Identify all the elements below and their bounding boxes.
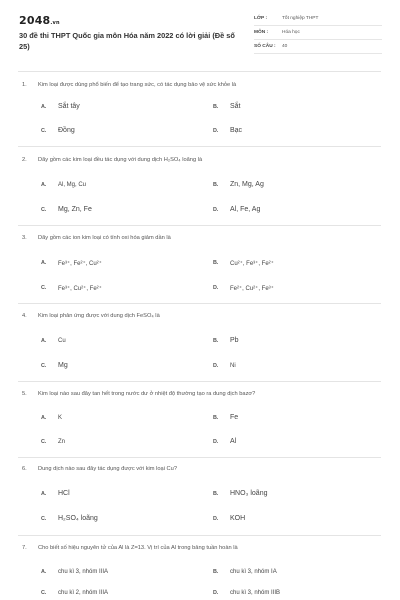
- question-body: Dung dịch nào sau đây tác dụng được với kim loại Cu?: [38, 466, 177, 472]
- document-header: [0, 0, 400, 70]
- option-value: Ni: [230, 363, 236, 369]
- option-letter: D.: [213, 516, 219, 522]
- question-text: [22, 313, 160, 319]
- option-letter: B.: [213, 415, 219, 421]
- option-letter: D.: [213, 439, 219, 445]
- divider: [18, 457, 381, 458]
- question-text: [22, 235, 171, 241]
- option-letter: A.: [41, 260, 47, 266]
- question-text: [22, 157, 202, 163]
- meta-value: 40: [282, 44, 288, 49]
- option-value: H₂SO₄ loãng: [58, 515, 98, 522]
- meta-row-subject: [254, 27, 382, 40]
- option-value: Fe²⁺, Cu²⁺, Fe³⁺: [230, 286, 274, 292]
- option-value: Cu: [58, 338, 66, 344]
- option-letter: A.: [41, 569, 47, 575]
- divider: [18, 381, 381, 382]
- option-letter: D.: [213, 207, 219, 213]
- option-letter: D.: [213, 590, 219, 596]
- meta-label: MÔN :: [254, 30, 269, 35]
- option-value: K: [58, 415, 63, 421]
- question-body: Kim loại phản ứng được với dung dịch FeSO₄ là: [38, 313, 160, 319]
- option-letter: C.: [41, 128, 47, 134]
- option-letter: B.: [213, 260, 219, 266]
- meta-value: Hóa học: [282, 30, 300, 35]
- question-text: [22, 466, 177, 472]
- option-letter: B.: [213, 491, 219, 497]
- question-body: Kim loại được dùng phổ biến để tạo trang sức, có tác dụng bảo vệ sức khỏe là: [38, 82, 237, 88]
- question-body: Dãy gồm các ion kim loại có tính oxi hóa giảm dần là: [38, 235, 171, 241]
- question-number: 2.: [22, 157, 27, 163]
- option-letter: C.: [41, 516, 47, 522]
- option-letter: D.: [213, 128, 219, 134]
- question-number: 5.: [22, 391, 27, 397]
- option-value: Bạc: [230, 127, 243, 134]
- option-letter: A.: [41, 415, 47, 421]
- option-letter: C.: [41, 590, 47, 596]
- question-body: Dãy gồm các kim loại đều tác dụng với dung dịch H₂SO₄ loãng là: [38, 157, 203, 163]
- option-letter: A.: [41, 182, 47, 188]
- meta-value: Tốt nghiệp THPT: [282, 16, 319, 21]
- option-value: HCl: [58, 490, 70, 497]
- question-text: [22, 391, 255, 397]
- option-letter: C.: [41, 439, 47, 445]
- divider: [18, 535, 381, 536]
- meta-row-count: [254, 41, 382, 54]
- question-number: 3.: [22, 235, 27, 241]
- option-letter: D.: [213, 363, 219, 369]
- option-value: Pb: [230, 337, 239, 344]
- page-title: 30 đề thi THPT Quốc gia môn Hóa năm 2022 có lời giải (Đề số 25): [19, 31, 235, 51]
- option-value: Sắt: [230, 103, 241, 110]
- logo-suffix: .vn: [50, 20, 60, 26]
- option-value: Đồng: [58, 127, 75, 134]
- question-body: Kim loại nào sau đây tan hết trong nước dư ở nhiệt độ thường tạo ra dung dịch bazơ?: [38, 391, 256, 397]
- option-letter: A.: [41, 338, 47, 344]
- option-value: Al, Fe, Ag: [230, 206, 261, 213]
- question-number: 4.: [22, 313, 27, 319]
- logo-text: 2048: [19, 14, 51, 27]
- option-value: Zn, Mg, Ag: [230, 181, 264, 188]
- option-letter: B.: [213, 182, 219, 188]
- option-letter: A.: [41, 491, 47, 497]
- option-value: Fe: [230, 414, 239, 421]
- option-value: Zn: [58, 439, 66, 445]
- option-letter: C.: [41, 207, 47, 213]
- meta-row-class: [254, 13, 382, 26]
- option-value: chu kì 3, nhóm IA: [230, 569, 277, 575]
- option-letter: C.: [41, 363, 47, 369]
- meta-label: LỚP :: [254, 16, 268, 21]
- divider: [18, 71, 381, 72]
- meta-label: SỐ CÂU :: [254, 44, 276, 49]
- option-letter: A.: [41, 104, 47, 110]
- option-value: KOH: [230, 515, 246, 522]
- option-value: HNO₃ loãng: [230, 490, 268, 497]
- option-value: Sắt tây: [58, 103, 80, 110]
- option-letter: D.: [213, 285, 219, 291]
- option-value: Al: [230, 438, 237, 445]
- question-number: 7.: [22, 545, 27, 551]
- option-value: chu kì 3, nhóm IIIB: [230, 590, 281, 596]
- option-letter: C.: [41, 285, 47, 291]
- option-value: chu kì 3, nhóm IIIA: [58, 569, 109, 575]
- question-number: 6.: [22, 466, 27, 472]
- divider: [18, 225, 381, 226]
- option-letter: B.: [213, 104, 219, 110]
- option-value: Mg, Zn, Fe: [58, 206, 92, 213]
- option-value: Fe³⁺, Fe²⁺, Cu²⁺: [58, 261, 102, 267]
- divider: [18, 303, 381, 304]
- option-value: Cu²⁺, Fe³⁺, Fe²⁺: [230, 261, 274, 267]
- option-value: chu kì 2, nhóm IIIA: [58, 590, 109, 596]
- option-letter: B.: [213, 338, 219, 344]
- option-value: Mg: [58, 362, 68, 369]
- divider: [18, 146, 381, 147]
- option-value: Al, Mg, Cu: [58, 182, 87, 188]
- site-logo[interactable]: [19, 14, 60, 27]
- option-letter: B.: [213, 569, 219, 575]
- question-number: 1.: [22, 82, 27, 88]
- question-body: Cho biết số hiệu nguyên tử của Al là Z=13. Vị trí của Al trong bảng tuần hoàn là: [38, 545, 238, 551]
- question-text: [22, 82, 236, 88]
- question-text: [22, 545, 238, 551]
- option-value: Fe³⁺, Cu²⁺, Fe²⁺: [58, 286, 102, 292]
